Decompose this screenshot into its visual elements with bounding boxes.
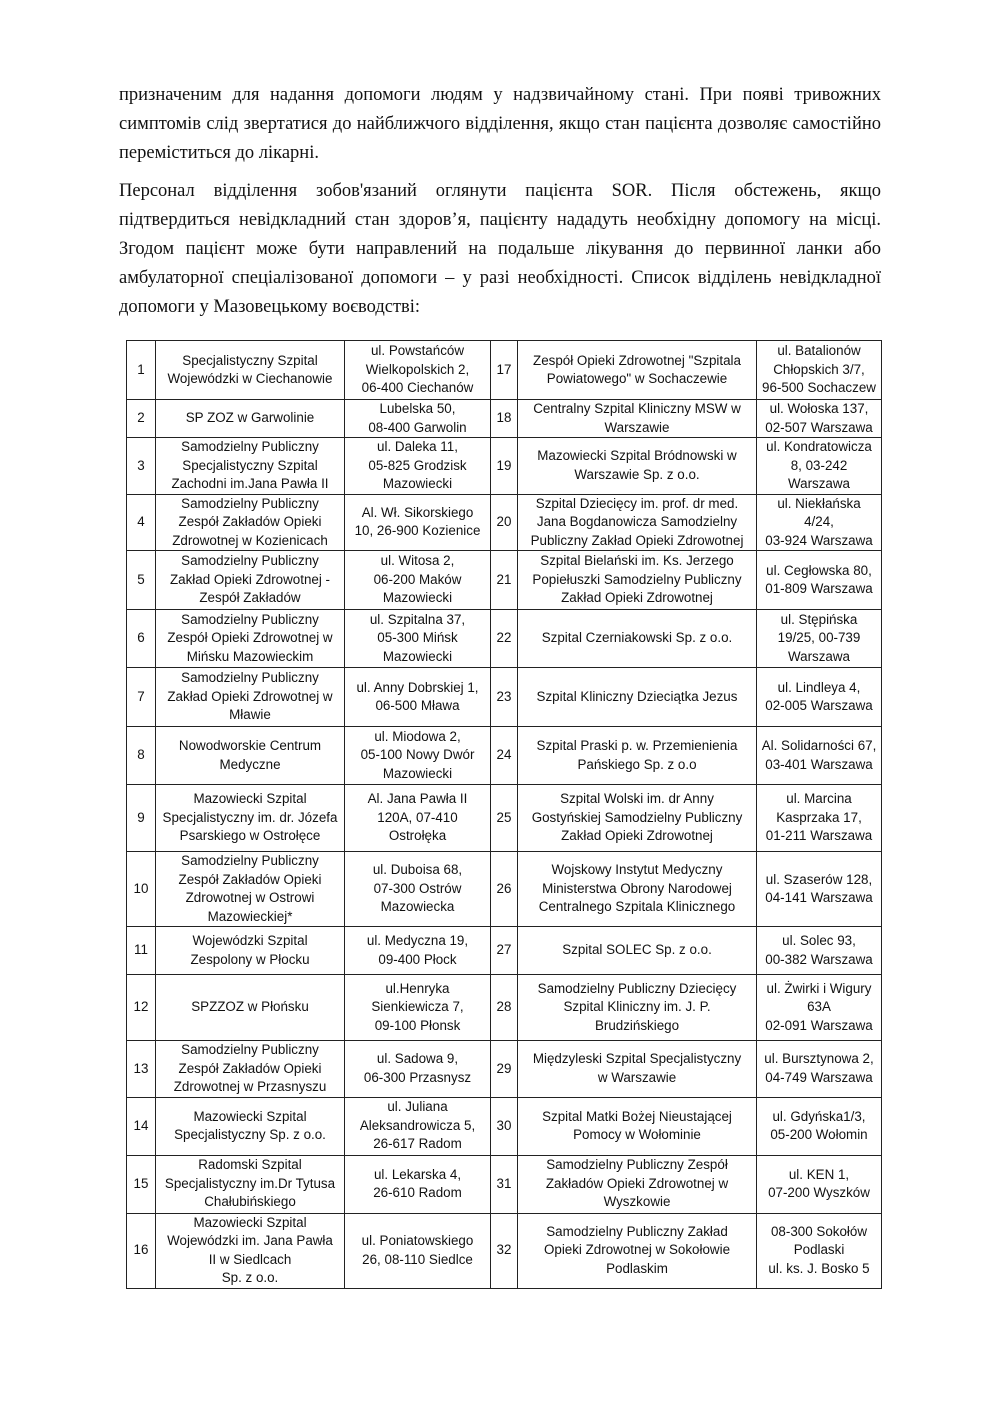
row-number-right: 31	[491, 1155, 518, 1213]
table-row	[127, 400, 882, 438]
hospital-name-right: Międzyleski Szpital Specjalistyczny w Warszawie	[518, 1041, 757, 1098]
hospital-address-left: ul. Sadowa 9, 06-300 Przasnysz	[345, 1041, 491, 1098]
hospital-address-right: ul. Solec 93, 00-382 Warszawa	[757, 927, 882, 975]
row-number-left: 16	[127, 1213, 156, 1288]
hospital-name-right: Szpital Bielański im. Ks. Jerzego Popiełuszki Samodzielny Publiczny Zakład Opieki Zdrowotnej	[518, 551, 757, 610]
hospital-name-left: Samodzielny Publiczny Zespół Opieki Zdrowotnej w Mińsku Mazowieckim	[156, 610, 345, 668]
row-number-left: 10	[127, 852, 156, 927]
row-number-left: 1	[127, 341, 156, 400]
hospital-name-left: Mazowiecki Szpital Specjalistyczny im. dr. Józefa Psarskiego w Ostrołęce	[156, 785, 345, 852]
table-row	[127, 785, 882, 852]
row-number-left: 2	[127, 400, 156, 438]
row-number-right: 19	[491, 438, 518, 495]
hospital-name-right: Wojskowy Instytut Medyczny Ministerstwa Obrony Narodowej Centralnego Szpitala Klinicznego	[518, 852, 757, 927]
hospital-name-right: Szpital Wolski im. dr Anny Gostyńskiej Samodzielny Publiczny Zakład Opieki Zdrowotnej	[518, 785, 757, 852]
hospital-address-right: ul. Gdyńska1/3, 05-200 Wołomin	[757, 1097, 882, 1155]
hospital-name-left: Radomski Szpital Specjalistyczny im.Dr Tytusa Chałubińskiego	[156, 1155, 345, 1213]
hospital-name-left: Samodzielny Publiczny Zespół Zakładów Opieki Zdrowotnej w Kozienicach	[156, 494, 345, 551]
hospital-address-right: ul. Kondratowicza 8, 03-242 Warszawa	[757, 438, 882, 495]
hospital-name-left: Samodzielny Publiczny Specjalistyczny Szpital Zachodni im.Jana Pawła II	[156, 438, 345, 495]
hospital-name-right: Zespół Opieki Zdrowotnej "Szpitala Powiatowego" w Sochaczewie	[518, 341, 757, 400]
row-number-left: 15	[127, 1155, 156, 1213]
row-number-left: 7	[127, 668, 156, 727]
hospital-address-right: ul. KEN 1, 07-200 Wyszków	[757, 1155, 882, 1213]
hospital-address-right: ul. Wołoska 137, 02-507 Warszawa	[757, 400, 882, 438]
hospital-name-left: Samodzielny Publiczny Zespół Zakładów Opieki Zdrowotnej w Ostrowi Mazowieckiej*	[156, 852, 345, 927]
hospital-name-right: Samodzielny Publiczny Zakład Opieki Zdrowotnej w Sokołowie Podlaskim	[518, 1213, 757, 1288]
table-row	[127, 1097, 882, 1155]
hospital-address-right: ul. Cegłowska 80, 01-809 Warszawa	[757, 551, 882, 610]
row-number-left: 5	[127, 551, 156, 610]
hospital-address-left: Al. Jana Pawła II 120A, 07-410 Ostrołęka	[345, 785, 491, 852]
hospital-address-right: ul. Lindleya 4, 02-005 Warszawa	[757, 668, 882, 727]
table-row	[127, 975, 882, 1041]
hospital-address-left: Al. Wł. Sikorskiego 10, 26-900 Kozienice	[345, 494, 491, 551]
row-number-right: 24	[491, 727, 518, 785]
hospital-name-left: SPZZOZ w Płońsku	[156, 975, 345, 1041]
hospital-address-right: ul. Żwirki i Wigury 63A 02-091 Warszawa	[757, 975, 882, 1041]
table-row	[127, 494, 882, 551]
row-number-right: 29	[491, 1041, 518, 1098]
hospital-address-right: ul. Niekłańska 4/24, 03-924 Warszawa	[757, 494, 882, 551]
row-number-right: 25	[491, 785, 518, 852]
hospital-table-body	[127, 341, 882, 1289]
hospital-name-right: Szpital Matki Bożej Nieustającej Pomocy w Wołominie	[518, 1097, 757, 1155]
table-row	[127, 1041, 882, 1098]
hospital-table	[126, 340, 882, 1289]
hospital-name-left: Mazowiecki Szpital Specjalistyczny Sp. z o.o.	[156, 1097, 345, 1155]
table-row	[127, 727, 882, 785]
table-row	[127, 1155, 882, 1213]
table-row	[127, 668, 882, 727]
row-number-left: 11	[127, 927, 156, 975]
row-number-left: 6	[127, 610, 156, 668]
hospital-address-left: ul. Szpitalna 37, 05-300 Mińsk Mazowiecki	[345, 610, 491, 668]
hospital-address-left: ul. Juliana Aleksandrowicza 5, 26-617 Radom	[345, 1097, 491, 1155]
hospital-address-right: 08-300 Sokołów Podlaski ul. ks. J. Bosko 5	[757, 1213, 882, 1288]
hospital-address-right: ul. Bursztynowa 2, 04-749 Warszawa	[757, 1041, 882, 1098]
hospital-name-right: Szpital Praski p. w. Przemienienia Pańskiego Sp. z o.o	[518, 727, 757, 785]
hospital-address-right: Al. Solidarności 67, 03-401 Warszawa	[757, 727, 882, 785]
row-number-right: 18	[491, 400, 518, 438]
row-number-right: 27	[491, 927, 518, 975]
hospital-name-right: Szpital SOLEC Sp. z o.o.	[518, 927, 757, 975]
hospital-name-left: Samodzielny Publiczny Zakład Opieki Zdrowotnej - Zespół Zakładów	[156, 551, 345, 610]
hospital-address-left: ul.Henryka Sienkiewicza 7, 09-100 Płonsk	[345, 975, 491, 1041]
table-row	[127, 438, 882, 495]
hospital-address-right: ul. Szaserów 128, 04-141 Warszawa	[757, 852, 882, 927]
table-row	[127, 551, 882, 610]
hospital-address-left: ul. Witosa 2, 06-200 Maków Mazowiecki	[345, 551, 491, 610]
table-row	[127, 610, 882, 668]
hospital-name-right: Mazowiecki Szpital Bródnowski w Warszawie Sp. z o.o.	[518, 438, 757, 495]
hospital-address-left: ul. Miodowa 2, 05-100 Nowy Dwór Mazowiecki	[345, 727, 491, 785]
hospital-address-left: ul. Poniatowskiego 26, 08-110 Siedlce	[345, 1213, 491, 1288]
intro-paragraph: призначеним для надання допомоги людям у надзвичайному стані. При появі тривожних симптомів слід звертатися до найближчого відділення, якщо стан пацієнта дозволяє самостійно переміститься до лікарні.	[119, 85, 881, 163]
table-row	[127, 852, 882, 927]
row-number-right: 22	[491, 610, 518, 668]
row-number-right: 26	[491, 852, 518, 927]
sor-paragraph: Персонал відділення зобов'язаний оглянути пацієнта SOR. Після обстежень, якщо підтвердиться невідкладний стан здоров’я, пацієнту нададуть необхідну допомогу на місці. Згодом пацієнт може бути направлений на подальше лікування до первинної ланки або амбулаторної спеціалізованої допомоги – у разі необхідності. Список відділень невідкладної допомоги у Мазовецькому воєводстві:	[119, 181, 881, 317]
hospital-address-left: Lubelska 50, 08-400 Garwolin	[345, 400, 491, 438]
row-number-right: 21	[491, 551, 518, 610]
hospital-address-left: ul. Daleka 11, 05-825 Grodzisk Mazowiecki	[345, 438, 491, 495]
table-row	[127, 927, 882, 975]
hospital-name-right: Szpital Kliniczny Dzieciątka Jezus	[518, 668, 757, 727]
hospital-address-right: ul. Stępińska 19/25, 00-739 Warszawa	[757, 610, 882, 668]
row-number-left: 12	[127, 975, 156, 1041]
row-number-right: 32	[491, 1213, 518, 1288]
row-number-left: 13	[127, 1041, 156, 1098]
hospital-name-left: Mazowiecki Szpital Wojewódzki im. Jana Pawła II w Siedlcach Sp. z o.o.	[156, 1213, 345, 1288]
row-number-left: 9	[127, 785, 156, 852]
hospital-name-right: Szpital Dziecięcy im. prof. dr med. Jana Bogdanowicza Samodzielny Publiczny Zakład Opieki Zdrowotnej	[518, 494, 757, 551]
hospital-address-left: ul. Lekarska 4, 26-610 Radom	[345, 1155, 491, 1213]
row-number-left: 8	[127, 727, 156, 785]
hospital-name-left: Wojewódzki Szpital Zespolony w Płocku	[156, 927, 345, 975]
row-number-right: 28	[491, 975, 518, 1041]
hospital-address-right: ul. Batalionów Chłopskich 3/7, 96-500 Sochaczew	[757, 341, 882, 400]
row-number-left: 14	[127, 1097, 156, 1155]
hospital-name-right: Centralny Szpital Kliniczny MSW w Warszawie	[518, 400, 757, 438]
hospital-address-left: ul. Duboisa 68, 07-300 Ostrów Mazowiecka	[345, 852, 491, 927]
hospital-name-right: Samodzielny Publiczny Zespół Zakładów Opieki Zdrowotnej w Wyszkowie	[518, 1155, 757, 1213]
table-row	[127, 341, 882, 400]
row-number-right: 30	[491, 1097, 518, 1155]
table-row	[127, 1213, 882, 1288]
row-number-right: 20	[491, 494, 518, 551]
hospital-name-left: Nowodworskie Centrum Medyczne	[156, 727, 345, 785]
hospital-name-right: Szpital Czerniakowski Sp. z o.o.	[518, 610, 757, 668]
hospital-name-left: Samodzielny Publiczny Zakład Opieki Zdrowotnej w Mławie	[156, 668, 345, 727]
hospital-name-left: SP ZOZ w Garwolinie	[156, 400, 345, 438]
row-number-left: 4	[127, 494, 156, 551]
row-number-right: 23	[491, 668, 518, 727]
hospital-name-right: Samodzielny Publiczny Dziecięcy Szpital Kliniczny im. J. P. Brudzińskiego	[518, 975, 757, 1041]
hospital-name-left: Specjalistyczny Szpital Wojewódzki w Ciechanowie	[156, 341, 345, 400]
row-number-left: 3	[127, 438, 156, 495]
row-number-right: 17	[491, 341, 518, 400]
hospital-address-left: ul. Medyczna 19, 09-400 Płock	[345, 927, 491, 975]
hospital-name-left: Samodzielny Publiczny Zespół Zakładów Opieki Zdrowotnej w Przasnyszu	[156, 1041, 345, 1098]
hospital-address-left: ul. Powstańców Wielkopolskich 2, 06-400 Ciechanów	[345, 341, 491, 400]
hospital-address-right: ul. Marcina Kasprzaka 17, 01-211 Warszawa	[757, 785, 882, 852]
hospital-address-left: ul. Anny Dobrskiej 1, 06-500 Mława	[345, 668, 491, 727]
